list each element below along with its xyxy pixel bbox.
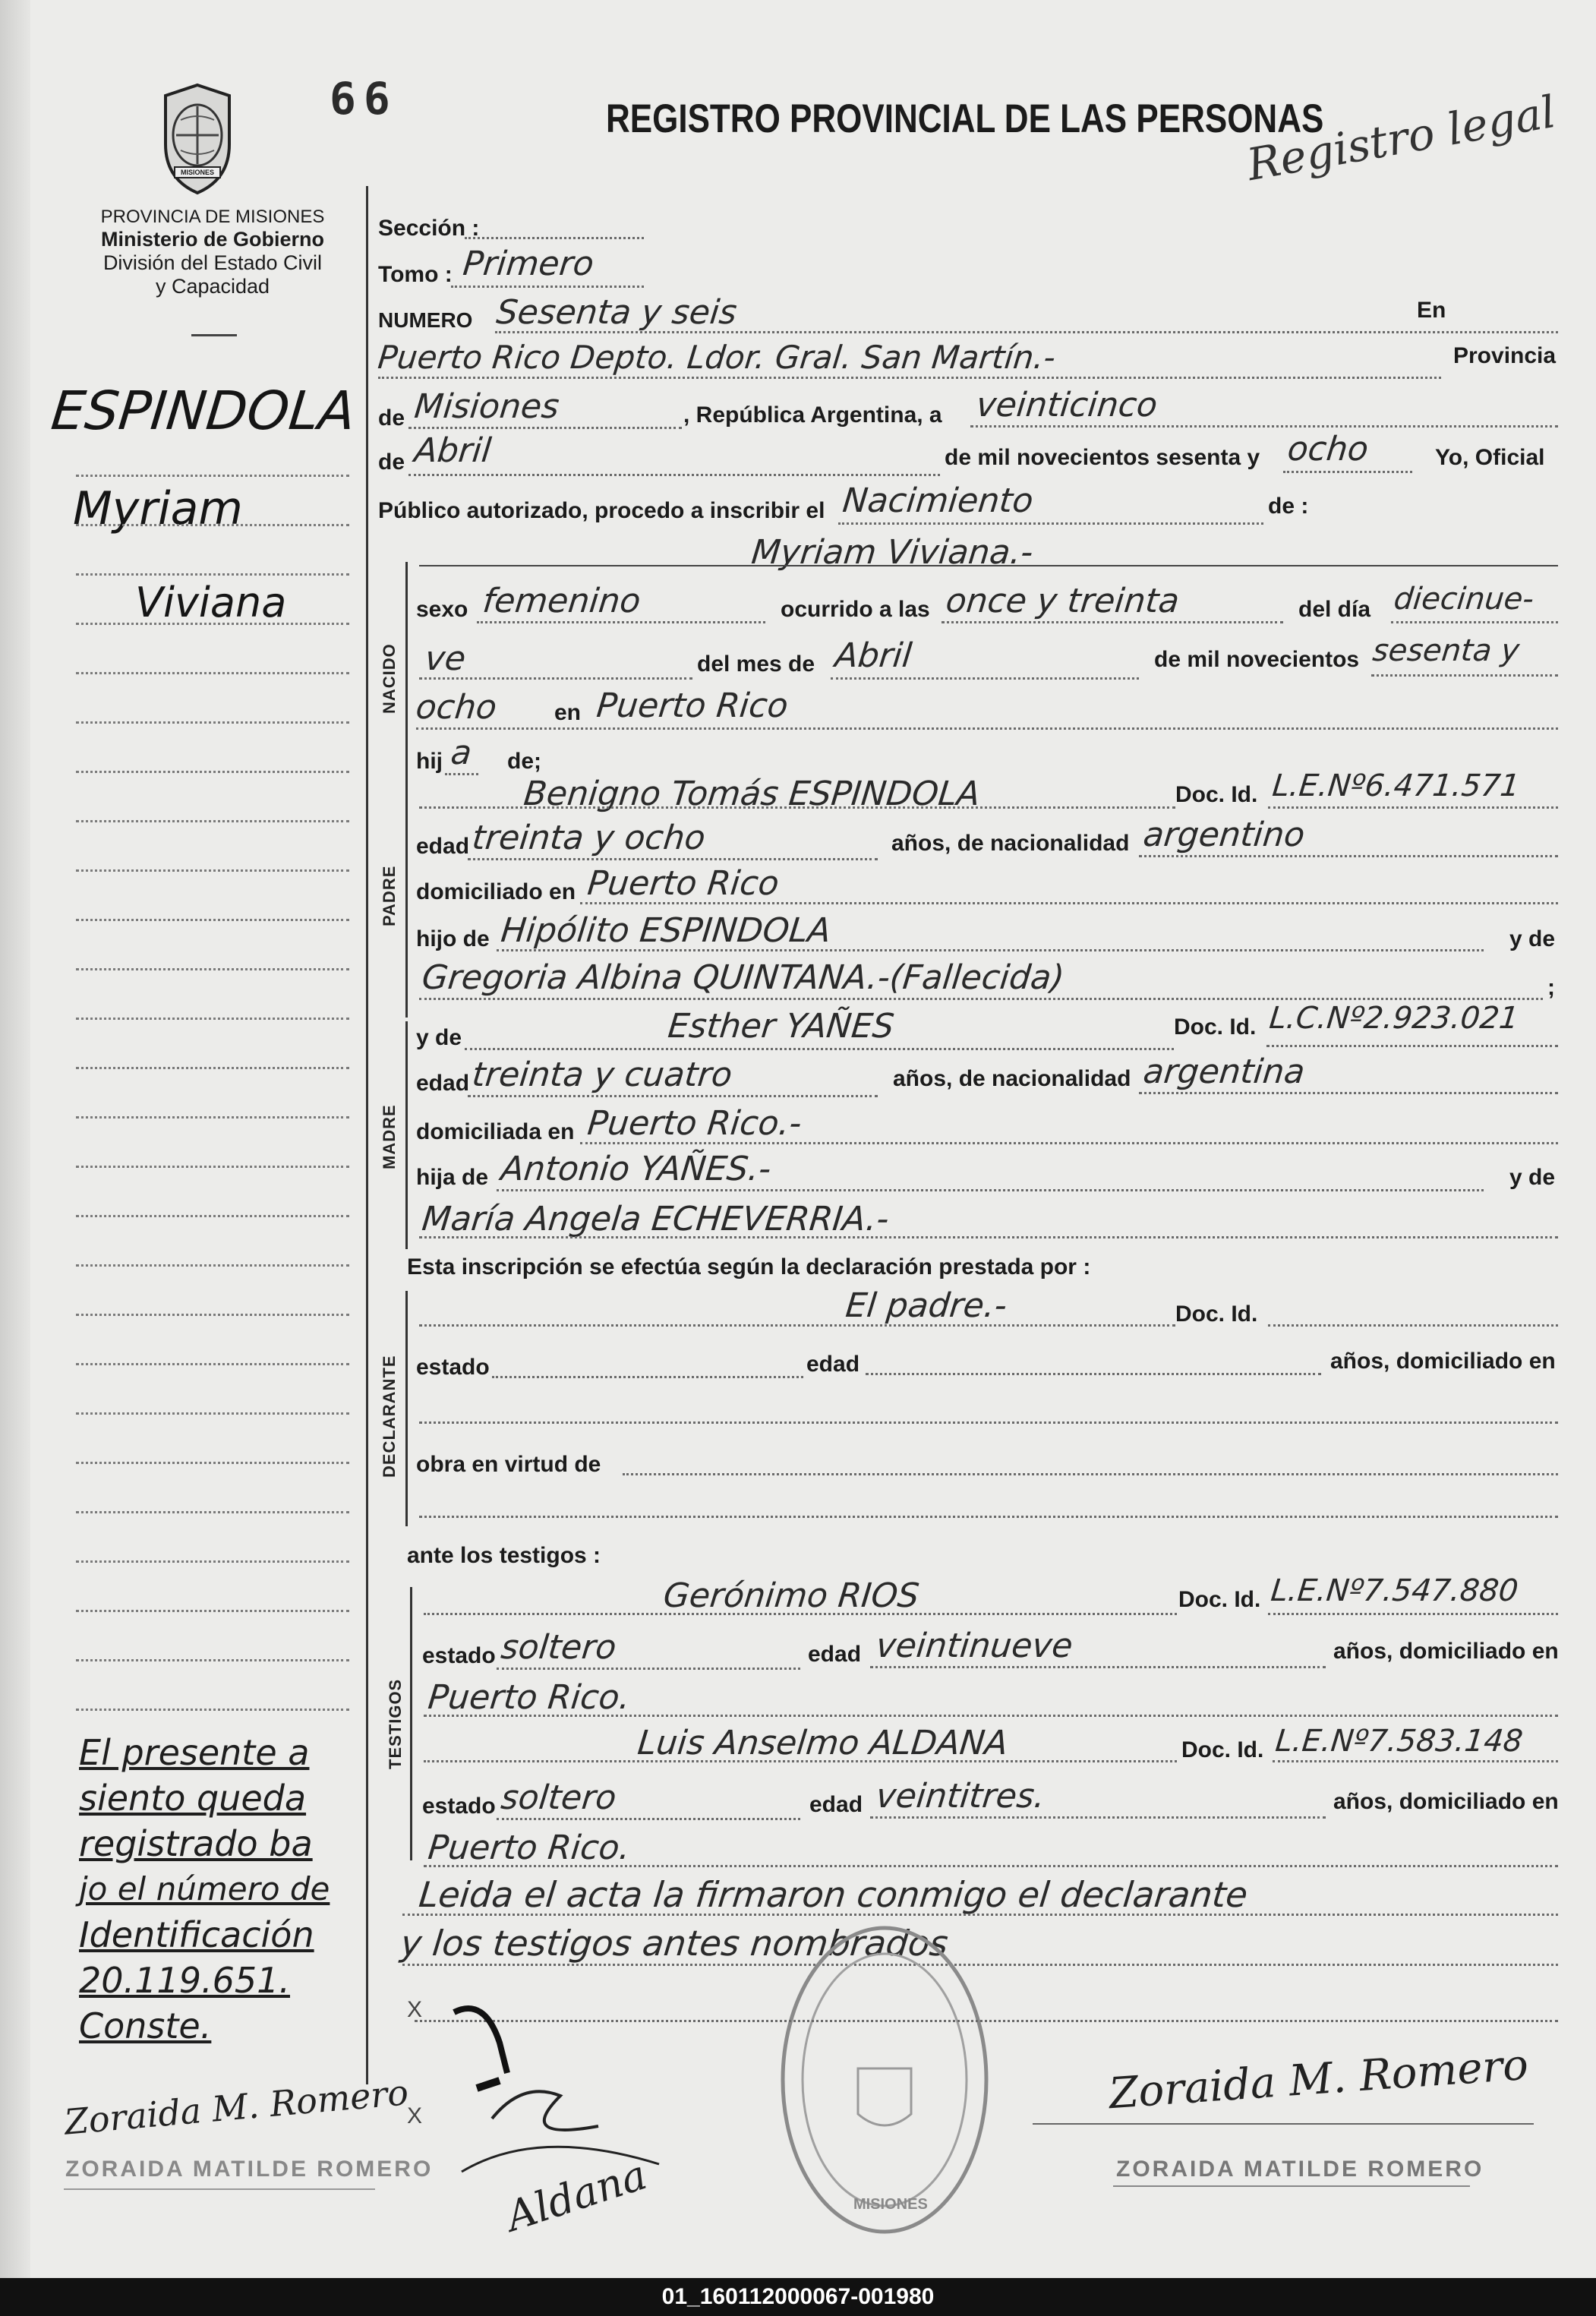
- declarante-name-line: [419, 1324, 1175, 1327]
- testigo1-edad-line: [870, 1666, 1326, 1668]
- official-round-seal: [774, 1917, 995, 2243]
- margin-note-line: jo el número de: [79, 1870, 330, 1907]
- agency-line-2: Ministerio de Gobierno: [100, 228, 325, 251]
- republica-label: , República Argentina, a: [683, 402, 942, 428]
- margin-rule: [76, 919, 349, 921]
- padre-anos-label: años, de nacionalidad: [891, 831, 1130, 856]
- margin-rule: [76, 1215, 349, 1217]
- margin-rule: [76, 623, 349, 625]
- padre-name-value: Benigno Tomás ESPINDOLA: [522, 775, 983, 813]
- hij-value: a: [449, 734, 474, 772]
- agency-line-3: División del Estado Civil: [103, 251, 323, 274]
- nacido-name-value: Myriam Viviana.-: [749, 533, 1036, 572]
- declarante-edad-label: edad: [806, 1352, 860, 1377]
- tomo-line: [451, 286, 644, 288]
- sexo-line: [477, 621, 765, 623]
- year-line: [1283, 471, 1412, 473]
- day-value: veinticinco: [974, 386, 1159, 424]
- padre-dom-label: domiciliado en: [416, 879, 576, 904]
- sexo-value: femenino: [481, 582, 643, 620]
- year-value: ocho: [1285, 430, 1370, 469]
- margin-rule: [76, 1412, 349, 1415]
- provincia-label: Provincia: [1453, 343, 1557, 368]
- de-colon-label: de :: [1268, 494, 1309, 519]
- testigo1-doc-value: L.E.Nº7.547.880: [1269, 1573, 1520, 1608]
- numero-label: NUMERO: [378, 308, 473, 332]
- margin-rule: [76, 721, 349, 724]
- mes-line: [831, 677, 1139, 680]
- testigo1-estado-line: [497, 1668, 800, 1670]
- margin-rule: [76, 968, 349, 970]
- nacido-mil-label: de mil novecientos: [1154, 647, 1360, 672]
- madre-edad-line: [468, 1095, 878, 1097]
- x-mark-1: X: [407, 1997, 423, 2022]
- padre-hijo-line: [497, 949, 1484, 951]
- margin-note-line: 20.119.651.: [79, 1960, 290, 2001]
- declarante-bracket: [405, 1291, 408, 1526]
- testigos-intro-label: ante los testigos :: [407, 1543, 601, 1568]
- testigo1-estado-value: soltero: [499, 1628, 619, 1667]
- margin-note: [79, 1730, 330, 2049]
- closing-line-1: Leida el acta la firmaron conmigo el declarante: [417, 1874, 1250, 1915]
- margin-rule: [76, 573, 349, 576]
- declarante-doc-line: [1268, 1324, 1558, 1327]
- agency-divider: [191, 334, 237, 336]
- dia2-line: [419, 677, 692, 680]
- margin-rule: [76, 1511, 349, 1513]
- lugar-value: Puerto Rico: [595, 686, 790, 725]
- padre-dom-line: [580, 902, 1558, 904]
- lugar-line: [416, 727, 1558, 730]
- place-value: Puerto Rico Depto. Ldor. Gral. San Martín.-: [376, 339, 1058, 376]
- seal-province-text: MISIONES: [853, 2196, 928, 2213]
- agency-line-1: PROVINCIA DE MISIONES: [100, 207, 325, 227]
- madre-name-line: [465, 1048, 1174, 1050]
- testigo2-name-value: Luis Anselmo ALDANA: [636, 1724, 1010, 1762]
- padre-nac-line: [1139, 855, 1558, 857]
- testigo1-doc-label: Doc. Id.: [1178, 1587, 1261, 1612]
- sexo-label: sexo: [416, 597, 468, 622]
- mes-label: del mes de: [697, 652, 815, 677]
- madre-madre-value: María Angela ECHEVERRIA.-: [420, 1200, 891, 1238]
- margin-rule: [76, 869, 349, 872]
- x-mark-2: X: [407, 2103, 423, 2128]
- ocurrido-label: ocurrido a las: [781, 597, 930, 622]
- act-value: Nacimiento: [841, 481, 1036, 520]
- declarante-name-value: El padre.-: [844, 1286, 1009, 1325]
- act-line: [838, 522, 1263, 525]
- top-signature: Registro legal: [1243, 85, 1560, 191]
- padre-doc-value: L.E.Nº6.471.571: [1270, 768, 1522, 803]
- padre-madre-value: Gregoria Albina QUINTANA.-(Fallecida): [420, 958, 1067, 997]
- testigo2-dom-value: Puerto Rico.: [426, 1829, 632, 1867]
- testigos-side-label: TESTIGOS: [386, 1678, 405, 1769]
- month-line: [408, 474, 940, 476]
- nacido-name-line: [419, 565, 1558, 566]
- testigo2-edad-line: [870, 1816, 1326, 1819]
- page-number: 66: [330, 73, 398, 125]
- declarante-edad-line: [866, 1373, 1321, 1375]
- nacido-en-label: en: [554, 700, 582, 725]
- dia-value-1: diecinue-: [1392, 582, 1536, 617]
- officer-signature: Zoraida M. Romero: [1107, 2040, 1530, 2119]
- testigo2-name-line: [424, 1760, 1177, 1762]
- nacido-bracket: [405, 562, 408, 820]
- dia-value-2: ve: [423, 639, 468, 678]
- testigos-bracket: [410, 1587, 412, 1860]
- margin-rule: [76, 1363, 349, 1365]
- margin-rule: [76, 1166, 349, 1168]
- province-line: [408, 427, 682, 429]
- margin-rule: [76, 1067, 349, 1069]
- testigo2-estado-value: soltero: [499, 1778, 619, 1817]
- place-line: [378, 377, 1441, 379]
- padre-hijo-label: hijo de: [416, 926, 490, 951]
- province-value: Misiones: [412, 387, 561, 426]
- testigo2-edad-label: edad: [809, 1792, 863, 1817]
- padre-name-line: [419, 806, 1175, 809]
- madre-doc-line: [1266, 1045, 1558, 1047]
- padre-madre-line: [419, 998, 1543, 1000]
- madre-doc-label: Doc. Id.: [1174, 1014, 1257, 1040]
- margin-stamp-line: [64, 2188, 375, 2190]
- padre-side-label: PADRE: [380, 865, 399, 926]
- madre-dom-line: [580, 1142, 1558, 1144]
- en-label: En: [1417, 298, 1446, 323]
- margin-rule: [76, 1462, 349, 1464]
- closing-line-1-rule: [402, 1914, 1558, 1916]
- declarante-extra-line: [419, 1516, 1558, 1518]
- hora-value: once y treinta: [944, 582, 1181, 620]
- officer-stamp-name: ZORAIDA MATILDE ROMERO: [1116, 2157, 1484, 2182]
- testigo1-estado-label: estado: [422, 1643, 496, 1668]
- margin-rule: [76, 475, 349, 477]
- madre-dom-value: Puerto Rico.-: [585, 1104, 804, 1143]
- mil-label: de mil novecientos sesenta y: [945, 445, 1260, 470]
- madre-nac-line: [1139, 1092, 1558, 1094]
- testigo1-doc-line: [1268, 1613, 1558, 1615]
- testigo2-doc-line: [1273, 1760, 1558, 1762]
- officer-stamp-line: [1113, 2185, 1470, 2187]
- padre-nac-value: argentino: [1141, 816, 1307, 854]
- padre-edad-line: [468, 858, 878, 860]
- officer-signature-line: [1033, 2123, 1534, 2125]
- witness-signature: Aldana: [500, 2150, 653, 2241]
- margin-rule: [76, 1314, 349, 1316]
- madre-dom-label: domiciliada en: [416, 1119, 575, 1144]
- testigo2-doc-label: Doc. Id.: [1181, 1737, 1264, 1762]
- margin-rule: [76, 771, 349, 773]
- margin-rule: [76, 1709, 349, 1711]
- madre-yde2-label: y de: [1509, 1165, 1556, 1190]
- declarante-anos-label: años, domiciliado en: [1330, 1349, 1556, 1374]
- del-dia-label: del día: [1298, 597, 1371, 622]
- tomo-value: Primero: [461, 245, 596, 283]
- anio-line: [1371, 674, 1558, 677]
- declarante-obra-label: obra en virtud de: [416, 1452, 601, 1477]
- declarante-estado-label: estado: [416, 1355, 490, 1380]
- mes-value: Abril: [833, 636, 914, 675]
- seccion-label: Sección :: [378, 216, 480, 241]
- padre-edad-label: edad: [416, 834, 470, 859]
- file-id-footer: 01_160112000067-001980: [0, 2278, 1596, 2316]
- madre-edad-value: treinta y cuatro: [470, 1055, 734, 1094]
- publico-label: Público autorizado, procedo a inscribir el: [378, 498, 825, 523]
- padre-bracket: [405, 797, 408, 1018]
- agency-line-4: y Capacidad: [155, 275, 270, 298]
- margin-note-line: Conste.: [79, 2005, 212, 2046]
- margin-rule: [76, 1560, 349, 1563]
- testigo1-edad-value: veintinueve: [874, 1627, 1075, 1665]
- margin-note-line: registrado ba: [79, 1823, 313, 1864]
- anio-value-1: sesenta y: [1370, 633, 1522, 668]
- margin-stamp-name: ZORAIDA MATILDE ROMERO: [65, 2157, 434, 2182]
- padre-hijo-value: Hipólito ESPINDOLA: [499, 911, 833, 950]
- madre-hija-line: [497, 1189, 1484, 1191]
- hora-line: [942, 621, 1283, 623]
- anio-value-2: ocho: [414, 688, 499, 727]
- padre-dom-value: Puerto Rico: [585, 864, 781, 903]
- margin-rule: [76, 1116, 349, 1119]
- month-value: Abril: [412, 431, 494, 470]
- hij-de-label: de;: [507, 749, 541, 774]
- margin-note-line: El presente a: [79, 1732, 310, 1773]
- margin-note-line: Identificación: [79, 1914, 314, 1955]
- madre-side-label: MADRE: [380, 1104, 399, 1169]
- padre-yde-label: y de: [1509, 926, 1556, 951]
- testigo2-doc-value: L.E.Nº7.583.148: [1273, 1724, 1525, 1759]
- padre-semicolon: ;: [1547, 975, 1555, 1000]
- seccion-line: [465, 237, 644, 239]
- testigo2-edad-value: veintitres.: [874, 1777, 1047, 1816]
- coat-of-arms-seal: [159, 82, 235, 196]
- numero-line: [495, 331, 1558, 333]
- madre-nac-value: argentina: [1141, 1052, 1307, 1091]
- margin-first-name: Myriam: [73, 482, 243, 535]
- de-label: de: [378, 405, 405, 431]
- madre-hija-value: Antonio YAÑES.-: [499, 1150, 773, 1188]
- dia-line: [1391, 621, 1558, 623]
- margin-rule: [76, 1659, 349, 1661]
- madre-edad-label: edad: [416, 1071, 470, 1096]
- seal-text: MISIONES: [181, 169, 215, 176]
- margin-second-name: Viviana: [135, 579, 287, 626]
- testigo2-dom-line: [424, 1865, 1558, 1867]
- madre-name-value: Esther YAÑES: [666, 1007, 896, 1046]
- margin-rule: [76, 672, 349, 674]
- yo-oficial-label: Yo, Oficial: [1435, 445, 1545, 470]
- day-line: [970, 425, 1558, 428]
- testigo1-dom-value: Puerto Rico.: [426, 1678, 632, 1717]
- agency-block: [61, 207, 364, 298]
- padre-doc-label: Doc. Id.: [1175, 782, 1258, 807]
- column-divider: [366, 186, 368, 2084]
- madre-anos-label: años, de nacionalidad: [893, 1066, 1131, 1091]
- testigo1-name-value: Gerónimo RIOS: [661, 1576, 921, 1615]
- madre-hija-label: hija de: [416, 1165, 489, 1190]
- margin-rule: [76, 1018, 349, 1020]
- document-title: REGISTRO PROVINCIAL DE LAS PERSONAS: [606, 96, 1324, 141]
- declarante-intro-label: Esta inscripción se efectúa según la declaración prestada por :: [407, 1254, 1091, 1279]
- madre-bracket: [405, 1021, 408, 1249]
- declarante-estado-line: [492, 1376, 803, 1378]
- testigo1-anos-label: años, domiciliado en: [1333, 1639, 1559, 1664]
- testigo2-anos-label: años, domiciliado en: [1333, 1789, 1559, 1814]
- margin-rule: [76, 1264, 349, 1267]
- testigo1-name-line: [424, 1613, 1177, 1615]
- closing-line-2: y los testigos antes nombrados: [399, 1923, 951, 1964]
- padre-edad-value: treinta y ocho: [470, 819, 708, 857]
- hij-line: [445, 773, 478, 775]
- testigo2-estado-line: [497, 1818, 800, 1820]
- margin-surname: ESPINDOLA: [48, 380, 359, 442]
- hij-label: hij: [416, 749, 443, 774]
- madre-doc-value: L.C.Nº2.923.021: [1267, 1001, 1521, 1036]
- declarante-side-label: DECLARANTE: [380, 1355, 399, 1478]
- tomo-label: Tomo :: [378, 262, 453, 287]
- padre-doc-line: [1268, 806, 1558, 809]
- declarante-doc-label: Doc. Id.: [1175, 1302, 1258, 1327]
- madre-madre-line: [419, 1236, 1558, 1238]
- madre-yde-label: y de: [416, 1025, 462, 1050]
- de-month-label: de: [378, 450, 405, 475]
- margin-note-line: siento queda: [79, 1778, 307, 1819]
- testigo1-edad-label: edad: [808, 1642, 862, 1667]
- numero-value: Sesenta y seis: [494, 293, 739, 332]
- declarante-obra-line: [623, 1473, 1558, 1475]
- testigo2-estado-label: estado: [422, 1794, 496, 1819]
- margin-rule: [76, 524, 349, 526]
- declarante-dom-line: [419, 1421, 1558, 1424]
- margin-rule: [76, 1610, 349, 1612]
- nacido-side-label: NACIDO: [380, 643, 399, 714]
- margin-signature: Zoraida M. Romero: [62, 2071, 410, 2143]
- margin-rule: [76, 820, 349, 822]
- testigo1-dom-line: [424, 1715, 1558, 1717]
